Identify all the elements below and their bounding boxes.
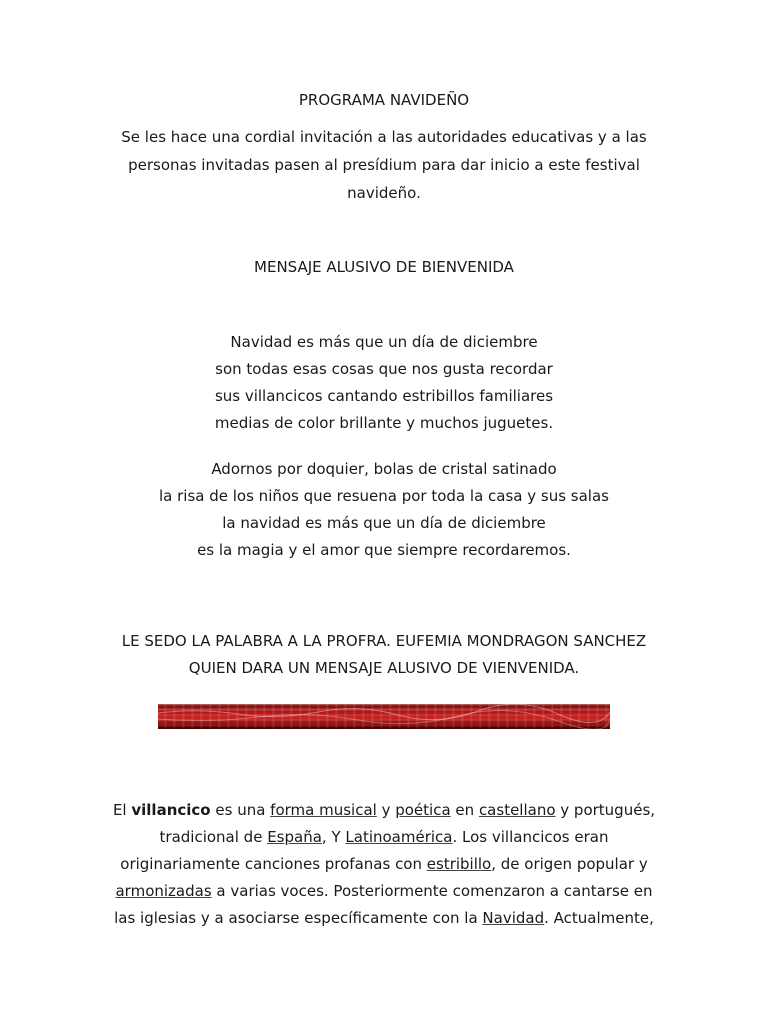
article-line-4 bbox=[0, 881, 768, 901]
poem-stanza-2-line-4: es la magia y el amor que siempre recordaremos. bbox=[197, 541, 571, 559]
text-segment: a varias voces. Posteriormente comenzaron a cantarse en bbox=[211, 882, 653, 900]
poem-stanza-2-line-3: la navidad es más que un día de diciembre bbox=[222, 514, 546, 532]
text-segment: y bbox=[376, 801, 396, 819]
article-line-3 bbox=[0, 854, 768, 874]
link-armonizadas[interactable]: armonizadas bbox=[115, 882, 212, 900]
welcome-heading: MENSAJE ALUSIVO DE BIENVENIDA bbox=[254, 258, 514, 276]
announcement-line-1: LE SEDO LA PALABRA A LA PROFRA. EUFEMIA MONDRAGON SANCHEZ bbox=[121, 632, 647, 650]
text-segment: tradicional de bbox=[159, 828, 268, 846]
link-navidad[interactable]: Navidad bbox=[482, 909, 545, 927]
invitation-line-3: navideño. bbox=[347, 184, 421, 202]
poem-stanza-1-line-4: medias de color brillante y muchos juguetes. bbox=[214, 414, 554, 432]
text-segment: es una bbox=[210, 801, 271, 819]
text-segment: , Y bbox=[321, 828, 346, 846]
article-line-5 bbox=[0, 908, 768, 928]
text-segment: . Actualmente, bbox=[544, 909, 654, 927]
link-estribillo[interactable]: estribillo bbox=[426, 855, 492, 873]
document-title: PROGRAMA NAVIDEÑO bbox=[298, 91, 470, 109]
text-segment: originariamente canciones profanas con bbox=[120, 855, 427, 873]
decorative-red-banner bbox=[158, 704, 610, 729]
invitation-line-1: Se les hace una cordial invitación a las autoridades educativas y a las bbox=[121, 128, 647, 146]
poem-stanza-2-line-2: la risa de los niños que resuena por toda la casa y sus salas bbox=[159, 487, 609, 505]
poem-stanza-1-line-2: son todas esas cosas que nos gusta recordar bbox=[215, 360, 553, 378]
text-segment: en bbox=[450, 801, 479, 819]
article-line-2 bbox=[0, 827, 768, 847]
banner-texture bbox=[158, 704, 610, 729]
article-line-1 bbox=[0, 800, 768, 820]
text-segment: las iglesias y a asociarse específicamente con la bbox=[114, 909, 483, 927]
link-forma-musical[interactable]: forma musical bbox=[270, 801, 377, 819]
text-segment: , de origen popular y bbox=[491, 855, 648, 873]
link-castellano[interactable]: castellano bbox=[478, 801, 556, 819]
announcement-line-2: QUIEN DARA UN MENSAJE ALUSIVO DE VIENVENIDA. bbox=[188, 659, 580, 677]
text-segment: . Los villancicos eran bbox=[452, 828, 609, 846]
link-espana[interactable]: España bbox=[267, 828, 322, 846]
poem-stanza-1-line-1: Navidad es más que un día de diciembre bbox=[230, 333, 538, 351]
bold-term-villancico: villancico bbox=[131, 801, 211, 819]
text-segment: El bbox=[112, 801, 132, 819]
invitation-line-2: personas invitadas pasen al presídium para dar inicio a este festival bbox=[128, 156, 640, 174]
poem-stanza-1-line-3: sus villancicos cantando estribillos familiares bbox=[214, 387, 554, 405]
poem-stanza-2-line-1: Adornos por doquier, bolas de cristal satinado bbox=[211, 460, 557, 478]
text-segment: y portugués, bbox=[555, 801, 656, 819]
link-latinoamerica[interactable]: Latinoamérica bbox=[345, 828, 453, 846]
link-poetica[interactable]: poética bbox=[395, 801, 451, 819]
